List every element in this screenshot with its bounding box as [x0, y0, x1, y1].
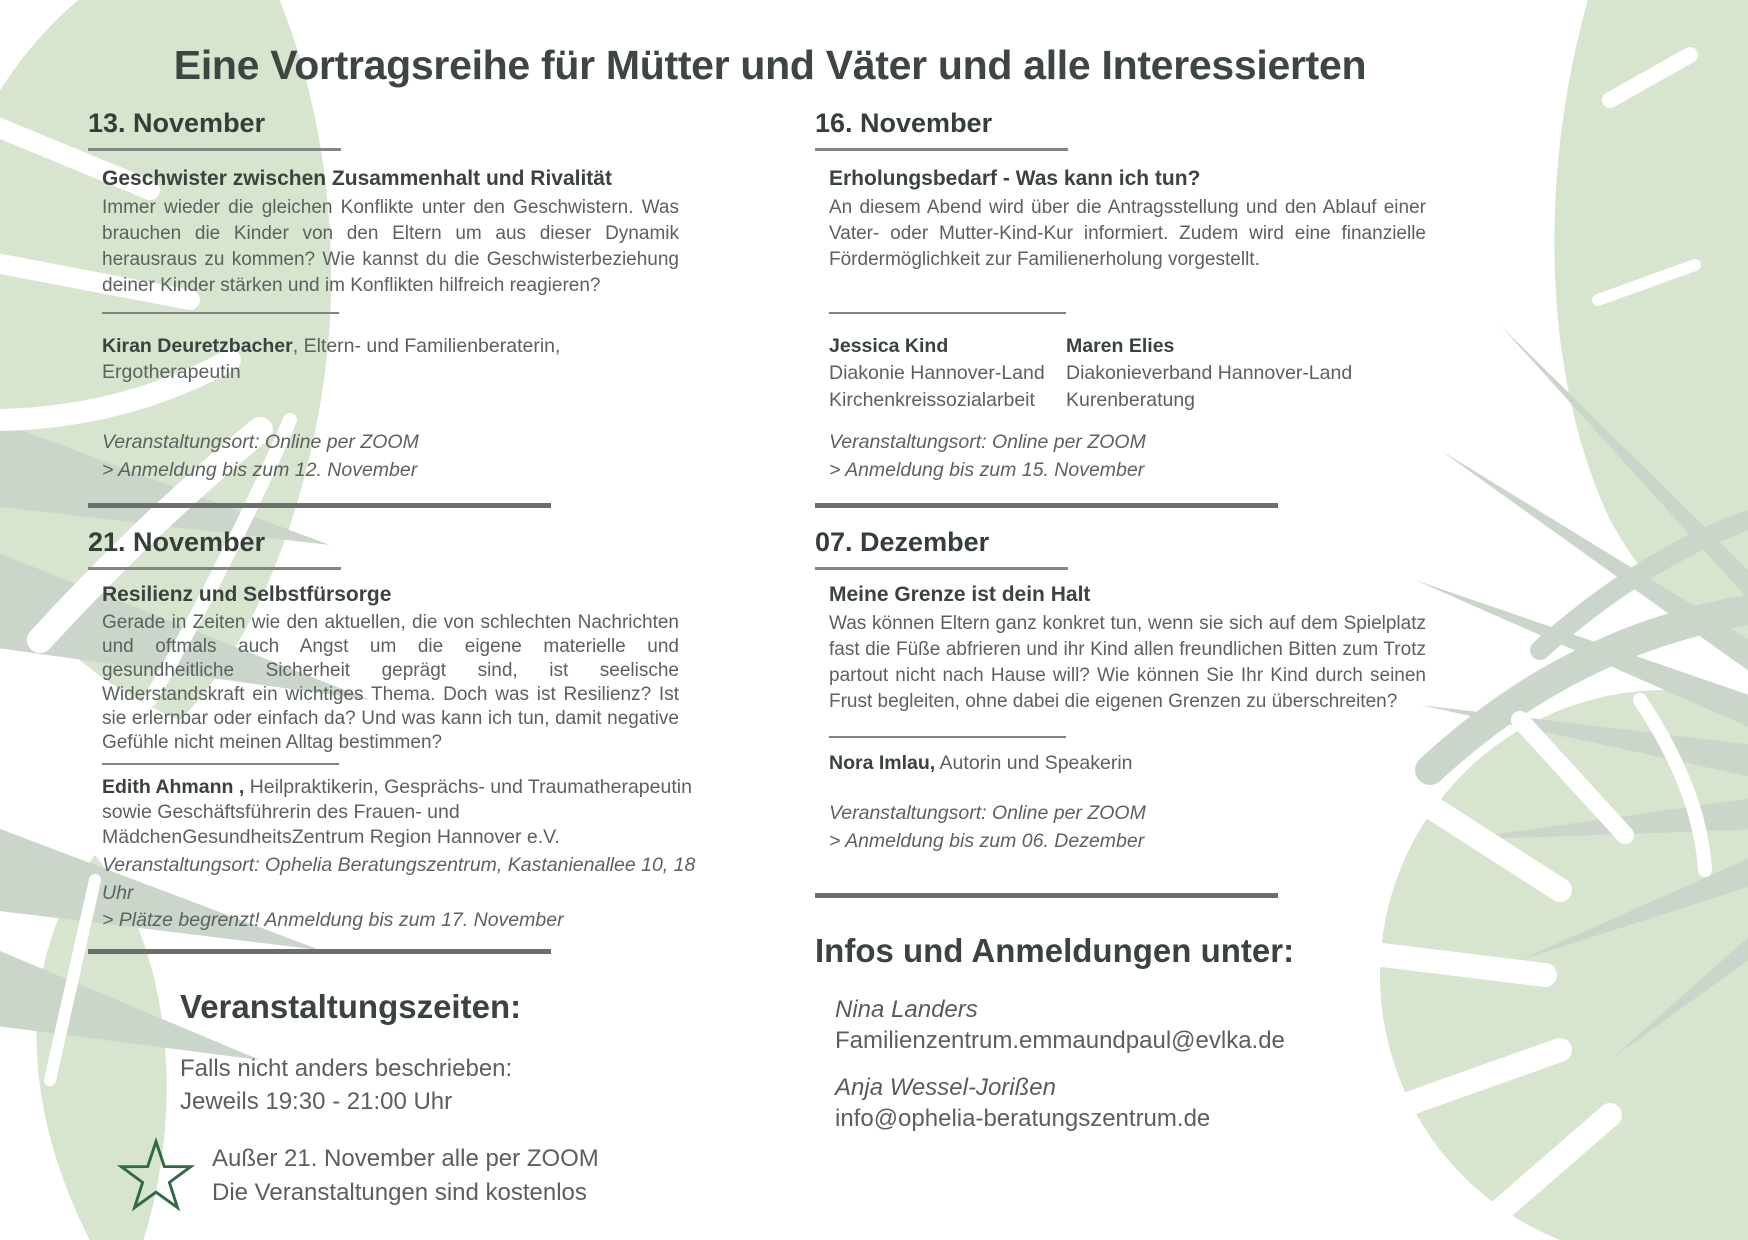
- times-line-1: Falls nicht anders beschrieben:: [180, 1054, 513, 1082]
- event-meta: [102, 429, 700, 484]
- star-note-lines: [212, 1142, 599, 1210]
- event-meta: [829, 429, 1427, 484]
- venue: Veranstaltungsort: Ophelia Beratungszentrum, Kastanienallee 10, 18 Uhr: [102, 854, 696, 904]
- event-title: Resilienz und Selbstfürsorge: [102, 583, 392, 607]
- event-description: Was können Eltern ganz konkret tun, wenn sie sich auf dem Spielplatz fast die Füße abfrieren und ihr Kind allen freundlichen Bitten zum Trotz partout nicht nach Hause will? Wie können Sie Ihr Kind durch seinen Frust begleiten, ohne dabei die eigenen Grenzen zu überschreiten?: [829, 613, 1426, 713]
- speaker-name: Nora Imlau,: [829, 752, 936, 775]
- contact-block: [835, 1072, 1427, 1134]
- venue: Veranstaltungsort: Online per ZOOM: [102, 431, 419, 454]
- event-description: Gerade in Zeiten wie den aktuellen, die von schlechten Nachrichten und oftmals auch Angst um die eigene materielle und gesundheitliche Sicherheit geprägt sind, ist seelische Widerstandskraft ein wichtiges Thema. Doch was ist Resilienz? Ist sie erlernbar oder einfach da? Und was kann ich tun, damit negative Gefühle nicht meinen Alltag bestimmen?: [102, 612, 679, 754]
- registration-note: > Anmeldung bis zum 12. November: [102, 458, 418, 481]
- times-line-2: Jeweils 19:30 - 21:00 Uhr: [180, 1087, 453, 1115]
- left-column: [88, 108, 700, 1220]
- contact-name: Nina Landers: [835, 996, 978, 1024]
- event-description: An diesem Abend wird über die Antragsstellung und den Ablauf einer Vater- oder Mutter-Kind-Kur informiert. Zudem wird eine finanzielle Fördermöglichkeit zur Familienerholung vorgestellt.: [829, 197, 1426, 271]
- star-note-line-2: Die Veranstaltungen sind kostenlos: [212, 1178, 587, 1206]
- speaker-role: Autorin und Speakerin: [935, 752, 1133, 775]
- speaker-divider: [829, 736, 1066, 738]
- event-meta: [102, 852, 700, 935]
- speaker-org: Kurenberatung: [1066, 389, 1196, 412]
- event-date-heading: 07. Dezember: [815, 527, 1068, 570]
- event-title: Erholungsbedarf - Was kann ich tun?: [829, 167, 1201, 191]
- section-divider: [88, 949, 551, 954]
- venue: Veranstaltungsort: Online per ZOOM: [829, 431, 1146, 454]
- info-heading: Infos und Anmeldungen unter:: [815, 932, 1295, 970]
- event-section-13-november: [88, 108, 700, 508]
- speaker-block: [829, 333, 1066, 414]
- speaker-block: [1066, 333, 1352, 414]
- registration-note: > Anmeldung bis zum 06. Dezember: [829, 829, 1145, 852]
- speaker-org: Kirchenkreissozialarbeit: [829, 389, 1035, 412]
- event-section-21-november: [88, 527, 700, 954]
- event-meta: [829, 800, 1427, 855]
- contact-email: info@ophelia-beratungszentrum.de: [835, 1105, 1211, 1133]
- speakers-row: [829, 333, 1427, 414]
- page-title: Eine Vortragsreihe für Mütter und Väter und alle Interessierten: [173, 42, 1367, 88]
- times-heading: Veranstaltungszeiten:: [180, 987, 522, 1025]
- section-divider: [88, 503, 551, 508]
- event-section-16-november: [815, 108, 1427, 508]
- event-date-heading: 13. November: [88, 108, 341, 151]
- star-note: [114, 1136, 700, 1220]
- speaker-line: [829, 750, 1427, 776]
- star-note-line-1: Außer 21. November alle per ZOOM: [212, 1144, 599, 1172]
- speaker-divider: [102, 312, 339, 314]
- star-outline-icon: [114, 1136, 198, 1220]
- venue: Veranstaltungsort: Online per ZOOM: [829, 802, 1146, 825]
- times-lines: [180, 1052, 700, 1118]
- speaker-line: [102, 775, 700, 850]
- section-divider: [815, 893, 1278, 898]
- registration-note: > Plätze begrenzt! Anmeldung bis zum 17. November: [102, 909, 564, 932]
- speaker-name: Jessica Kind: [829, 335, 949, 358]
- event-title: Geschwister zwischen Zusammenhalt und Rivalität: [102, 167, 612, 191]
- speaker-divider: [829, 312, 1066, 314]
- contact-email: Familienzentrum.emmaundpaul@evlka.de: [835, 1027, 1285, 1055]
- speaker-divider: [102, 763, 339, 765]
- section-divider: [815, 503, 1278, 508]
- right-column: [815, 108, 1427, 1134]
- event-date-heading: 21. November: [88, 527, 341, 570]
- speaker-role: Heilpraktikerin, Gesprächs- und Traumatherapeutin sowie Geschäftsführerin des Frauen- und MädchenGesundheitsZentrum Region Hannover e.V.: [102, 776, 692, 849]
- speaker-org: Diakonie Hannover-Land: [829, 362, 1045, 385]
- contact-name: Anja Wessel-Jorißen: [835, 1074, 1056, 1102]
- event-section-07-dezember: [815, 527, 1427, 898]
- info-section: [815, 932, 1427, 1134]
- event-date-heading: 16. November: [815, 108, 1068, 151]
- registration-note: > Anmeldung bis zum 15. November: [829, 458, 1145, 481]
- contact-block: [835, 994, 1427, 1056]
- speaker-role: , Eltern- und Familienberaterin, Ergotherapeutin: [102, 335, 561, 384]
- speaker-name: Kiran Deuretzbacher: [102, 335, 293, 358]
- speaker-name: Edith Ahmann ,: [102, 776, 245, 799]
- speaker-line: [102, 333, 700, 385]
- event-title: Meine Grenze ist dein Halt: [829, 583, 1091, 607]
- times-section: [88, 988, 700, 1220]
- speaker-org: Diakonieverband Hannover-Land: [1066, 362, 1353, 385]
- speaker-name: Maren Elies: [1066, 335, 1175, 358]
- event-description: Immer wieder die gleichen Konflikte unter den Geschwistern. Was brauchen die Kinder von den Eltern um aus dieser Dynamik herausraus zu kommen? Wie kannst du die Geschwisterbeziehung deiner Kinder stärken und im Konflikten hilfreich reagieren?: [102, 197, 679, 297]
